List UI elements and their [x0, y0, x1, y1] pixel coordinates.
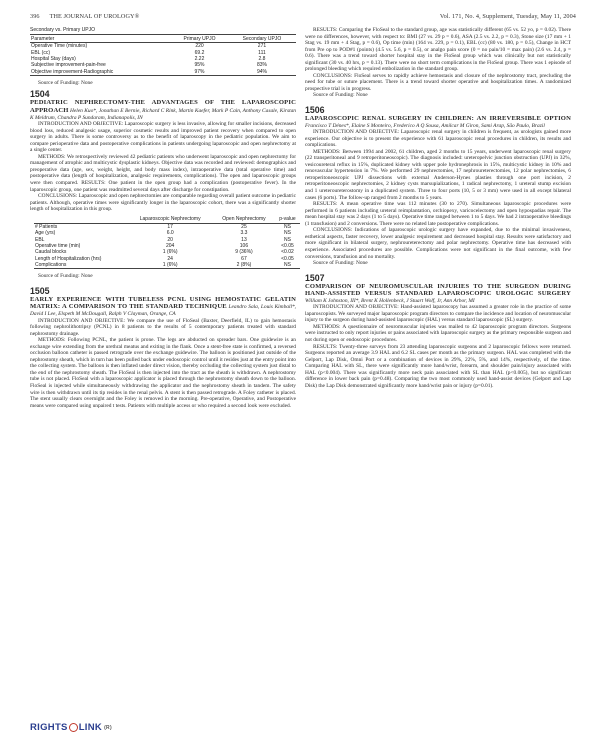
abstract-1506-conclusions: CONCLUSIONS: Indications of laparoscopic urologic surgery have expanded, due to the minimal invasiveness, esthetical aspects, faster recovery, lower analgesic requirement and decreased hospital stay. Results were satisfactory and more significant in bilateral surgery, nephroureterectomy and polar nephrectomy. Operative time has decreased with experience. Associated procedures are possible. Complications were not significant in the final outcome, with few conversions, transfusion and no mortality. [305, 227, 571, 260]
rightslink-footer [30, 722, 112, 733]
table-cell: 97% [171, 69, 228, 76]
abstract-1505-title: EARLY EXPERIENCE WITH TUBELESS PCNL USING HEMOSTATIC GELATIN MATRIX: A COMPARISON TO THE STANDARD TECHNIQUE [30, 295, 296, 311]
upjo-table-caption: Secondary vs. Primary UPJO [30, 27, 296, 35]
abstract-1507-methods: METHODS: A questionnaire of neuromuscular injuries was mailed to 42 laparoscopic program directors. Surgeons were instructed to only report injuries or pains associated with laparoscopic surgery as the primary responsible surgeon and not during open or endoscopic procedures. [305, 323, 571, 343]
abstract-1506-methods: METHODS: Between 1994 and 2002, 61 children, aged 2 months to 15 years, underwent laparoscopic renal surgery (22 transperitoneal and 9 retroperitoneoscopic). The diagnosis included: ureteropelvic junction obstruction (UPJ) in 32%, vesicoureteral reflux in 15%, duplicated kidney with upper pole hydronephrosis in 15%, multicystic kidney in 10% and renovascular hypertension in 7%. We performed 29 nephrectomies, 17 nephroureterectomies, 12 polar nephrectomies, 6 retroperitoneoscopic UPJ dissections with external Anderson-Hynes plasties through one port incision, 2 retroperitoneoscopic nephrectomies, 2 kidney cysts marsupializations, 1 radical nephrectomy, 1 ureteral stump excision and 1 ureteroureterostomy in a duplicated system. Three to four ports (10, 5 or 3 mm) were used in all except bilateral cases (6 ports). The follow-up ranged from 2 months to 5 years. [305, 148, 571, 201]
abstract-1505-intro: INTRODUCTION AND OBJECTIVE: We compare the use of FloSeal (Baxter, Deerfield, IL) to gain hemostasis following nephrolithotripsy (PCNL) in 8 patients to the results of 5 contemporary patients treated with standard nephrostomy drainage. [30, 317, 296, 337]
upjo-header-secondary: Secondary UPJO [228, 35, 296, 43]
abstract-1505-results: RESULTS: Comparing the FloSeal to the standard group, age was statistically different (65 vs. 52 yo, p = 0.02). There were no differences, however, with respect to: BMI (27 vs. 29 p = 0.6), ASA (2.5 vs. 2.2, p = 0.3), Stone size (17 mm + 1 Stag vs. 19 mm + 4 Stag, p = 0.6), Op time (min) (164 vs. 229, p = 0.1), EBL (cc) (80 vs. 180, p = 0.5), Change in HCT from Pre op to POD#1 (points) (4.5 vs. 5.6, p = 0.5), or analgo pain score (0 = no pain/10 = max pain) (2.6 vs. 2.4, p = 0.6). There was a trend toward shorter hospital stay in the FloSeal group which was clinically but not statistically significant (30 vs. 40 hrs, p = 0.13). There were no short term complications in the FloSeal group. There was 1 episode of prolonged bleeding which required embolization in the standard group. [305, 27, 571, 73]
abstract-1505-methods: METHODS: Following PCNL, the patient is prone. The legs are abducted on spreader bars. One guidewire is an exchange wire extending from the urethral meatus and exiting in the flank. Once a stent-free state is confirmed, a reversed occlusion balloon catheter is passed retrograde over the exchange guidewire. The balloon is positioned just outside of the nephrostomy sheath, which in turn has been pulled back under endoscopic control until it resides just at the entry point into the collecting system. The balloon is then inflated under direct vision, thereby occluding the collecting system just distal to the end of the nephrostomy sheath. The FloSeal is then injected into the tract as the sheath is withdrawn. A nephrostomy tube is not placed. FloSeal with a laparoscopic applicator is placed through the nephrostomy sheath down to the balloon. FloSeal is injected while simultaneously withdrawing the applicator and the nephrostomy sheath in tandem. The safety wire is then withdrawn until its tip resides in the renal pelvis. A stent is then passed retrograde. A Foley catheter is placed. The stent usually clears overnight and the Foley is removed in the morning. Pre-operative, Operative, and Postoperative means were compared using unpaired t tests. Patients with multiple access or who required a second look were excluded. [30, 337, 296, 409]
page-number: 396 [30, 12, 40, 20]
abstract-1507-results: RESULTS: Twenty-three surveys from 23 attending laparoscopic surgeons and 2 laparoscopic fellows were returned. Surgeons reported an average 3.9 HAL and 6.2 SL cases per month as the primary surgeon. HAL was completed with the Gelport, Lap Disk, Omni Port or a combination of devices in 29%, 22%, 5%, and 14%, respectively, of the time. Comparing HAL with SL, there were significantly more hand/wrist, forearm, and shoulder pain/injury associated with HAL (p<0.004). There was significantly more neck pain associated with SL than HAL (p<0.005), but no significant difference in lower back pain (p=0.48). Comparing the two most commonly used hand-assist devices (Gelport and Lap Disk) the Lap Disk demonstrated significantly more hand/wrist pain or injury (p=0.01). [305, 343, 571, 389]
table-cell: 13 [241, 236, 247, 243]
table-row [34, 223, 300, 230]
abstract-1504-number: 1504 [30, 89, 50, 100]
table-cell: 1 (6%) [127, 262, 213, 269]
abstract-1507-number: 1507 [305, 272, 325, 283]
abstract-1507-title: COMPARISON OF NEUROMUSCULAR INJURIES TO THE SURGEON DURING HAND-ASSISTED VERSUS STANDARD LAPAROSCOPIC UROLOGIC SURGERY [305, 282, 571, 298]
table-cell: 6.0 [166, 230, 174, 237]
abstract-1506-title: LAPAROSCOPIC RENAL SURGERY IN CHILDREN: AN IRREVERSIBLE OPTION [305, 115, 571, 123]
right-column [305, 27, 571, 389]
rightslink-logo [30, 722, 112, 733]
table-cell: 25 [241, 223, 247, 230]
abstract-1506-results: RESULTS: A mean operative time was 112 minutes (30 to 270). Simultaneous laparoscopic procedures were performed in 6 patients including ureteral reimplantation, orchiopexy, varicocelectomy and open hypospadias repair. The mean hospital stay was 2 days (1 to 5 days). Operative time ranged between 1 to 5 days. We had 2 intraoperative bleedings (1 transfusion) and 2 conversions. There were no related late postoperative complications. [305, 201, 571, 227]
table-cell: Hospital Stay (days) [31, 55, 76, 62]
table-cell: 271 [257, 43, 267, 50]
abstract-1505-authors: Leandro Sala, Louis Kimball*, David I Lee, Elspeth M McDougall, Ralph V Clayman, Orange, CA [30, 304, 296, 317]
table-cell: <0.02 [281, 249, 294, 256]
table-cell: 204 [166, 243, 175, 250]
table-cell: 17 [167, 223, 173, 230]
table-cell: 3.3 [240, 230, 248, 237]
table-cell: Caudal blocks [35, 249, 67, 256]
abstract-1504-methods: METHODS: We retrospectively reviewed 42 pediatric patients who underwent laparoscopic and open nephrectomy for management of atrophic and multicystic dysplastic kidneys. Objective data was recorded and reviewed: demographics and preoperative data (age, sex, weight, height, and body mass index), intraoperative data (total operative time) and postoperative data (length of hospitalization, analgesic requirements, complications). The open and laparoscopic groups were then compared. RESULTS: One patient in the open group had a complication (postoperative fever). In the laparoscopic group, one patient was readmitted several days after discharge for constipation. [30, 153, 296, 193]
upjo-header-primary: Primary UPJO [171, 35, 228, 43]
nephrectomy-header-pvalue: p-value [275, 216, 300, 224]
table-cell: 9 (36%) [235, 249, 253, 256]
left-column [30, 27, 296, 409]
rightslink-ring-icon [69, 723, 78, 732]
table-cell: <0.05 [281, 255, 294, 262]
nephrectomy-header-lap: Laparoscopic Nephrectomy [127, 216, 213, 224]
table-cell: 1 (6%) [162, 249, 178, 256]
abstract-1506-number: 1506 [305, 105, 325, 116]
upjo-table [30, 27, 296, 76]
table-cell: 2.22 [194, 55, 205, 62]
nephrectomy-table [34, 216, 300, 270]
table-cell: NS [283, 236, 291, 243]
funding-note-top: Source of Funding: None [38, 79, 93, 86]
abstract-1505-number: 1505 [30, 285, 50, 296]
table-row [30, 43, 296, 50]
table-cell: NS [275, 262, 300, 269]
abstract-1504-authors: Helen Kuo*, Jonathan E Bernie, Richard C Rink, Martin Kaefer, Mark P Cain, Anthony Casale, Kirstan K Meldrum, Chandra P Sundaram, Indianapolis, IN [30, 107, 296, 121]
abstract-1504-intro: INTRODUCTION AND OBJECTIVE: Laparoscopic surgery is less invasive, allowing for smaller incisions, decreased blood loss, reduced analgesic usage, superior cosmetic results and improved patient recovery when compared to open surgery in adults. There is some controversy as to the benefit of laparoscopy in the pediatric population. We aim to compare perioperative data and postoperative complications in patients undergoing laparoscopic and open nephrectomy at a single center. [30, 121, 296, 154]
table-cell: Objective improvement-Radiographic [30, 69, 171, 76]
nephrectomy-header-blank [34, 216, 127, 224]
abstract-1504-title: PEDIATRIC NEPHRECTOMY-THE ADVANTAGES OF THE LAPAROSCOPIC APPROACH [30, 99, 296, 114]
rightslink-logo-left: RIGHTS [30, 722, 68, 733]
table-row [34, 262, 300, 269]
table-cell: 2 (8%) [213, 262, 275, 269]
table-cell: 94% [228, 69, 296, 76]
table-row [30, 69, 296, 76]
table-cell: Complications [34, 262, 127, 269]
table-cell: 2.8 [258, 55, 266, 62]
table-cell: 67 [241, 255, 247, 262]
journal-title: THE JOURNAL OF UROLOGY® [49, 12, 140, 20]
table-cell: Subjective improvement-pain-free [31, 62, 106, 69]
table-cell: EBL [35, 236, 45, 243]
issue-info: Vol. 171, No. 4, Supplement, Tuesday, May 11, 2004 [439, 12, 576, 20]
abstract-1504-conclusions: CONCLUSIONS: Laparoscopic and open nephrectomies are comparable regarding overall patient outcome in pediatric patients. Although, operative times were significantly longer in the laparoscopic cohort, there was a significantly shorter length of hospitalization in this group. [30, 193, 296, 213]
table-cell: # Patients [35, 223, 58, 230]
abstract-1505-funding: Source of Funding: None [313, 92, 368, 99]
abstract-1507-authors: William K Johnston, III*, Brent K Hollenbeck, J Stuart Wolf, Jr, Ann Arbor, MI [305, 297, 475, 304]
table-cell: EBL (cc) [31, 49, 50, 56]
table-cell: 69.2 [194, 49, 205, 56]
abstract-1506-authors: Francisco T Dénes*, Elaine S Monteiro, Frederico A Q Sousa, Amilcar M Giron, Sami Arap, São Paulo, Brazil [305, 122, 545, 129]
table-cell: Operative time (min) [35, 243, 81, 250]
abstract-1506-funding: Source of Funding: None [313, 260, 368, 267]
table-cell: 95% [194, 62, 205, 69]
table-cell: 220 [195, 43, 204, 50]
nephrectomy-header-open: Open Nephrectomy [213, 216, 275, 224]
table-cell: Operative Time (minutes) [31, 43, 88, 50]
rightslink-logo-mark: (R) [104, 724, 112, 731]
table-cell: 24 [167, 255, 173, 262]
table-cell: 83% [256, 62, 267, 69]
table-cell: NS [283, 223, 291, 230]
abstract-1507-intro: INTRODUCTION AND OBJECTIVE: Hand-assisted laparoscopy has assumed a greater role in the practice of some laparoscopists. We surveyed major laparoscopic program directors to compare the incidence and location of neuromuscular injury to the surgeon during hand-assisted laparoscopic (HAL) versus standard laparoscopic (SL) surgery. [305, 304, 571, 324]
abstract-1505-conclusions: CONCLUSIONS: FloSeal serves to rapidly achieve hemostasis and closure of the nephrostomy tract, precluding the need for tube or suture placement. There is a trend toward shorter operative and hospitalization times. A randomized prospective trial is in progress. [305, 72, 571, 92]
table-cell: 111 [258, 49, 266, 56]
abstract-1506-intro: INTRODUCTION AND OBJECTIVE: Laparoscopic renal surgery in children is frequent, as urologists gained more experience. Our objective is to present the experience with 61 laparoscopic renal procedures in children, its results and complications. [305, 129, 571, 149]
table-cell: 106 [239, 243, 249, 250]
table-cell: 20 [167, 236, 173, 243]
table-cell: Age (yrs) [35, 230, 56, 237]
table-cell: <0.05 [281, 243, 294, 250]
table-cell: NS [283, 230, 291, 237]
table-cell: Length of Hospitalization (hrs) [35, 255, 102, 262]
abstract-1504-funding: Source of Funding: None [38, 273, 93, 280]
rightslink-logo-right: LINK [78, 722, 103, 733]
running-head [30, 11, 576, 21]
upjo-header-parameter: Parameter [30, 35, 171, 43]
